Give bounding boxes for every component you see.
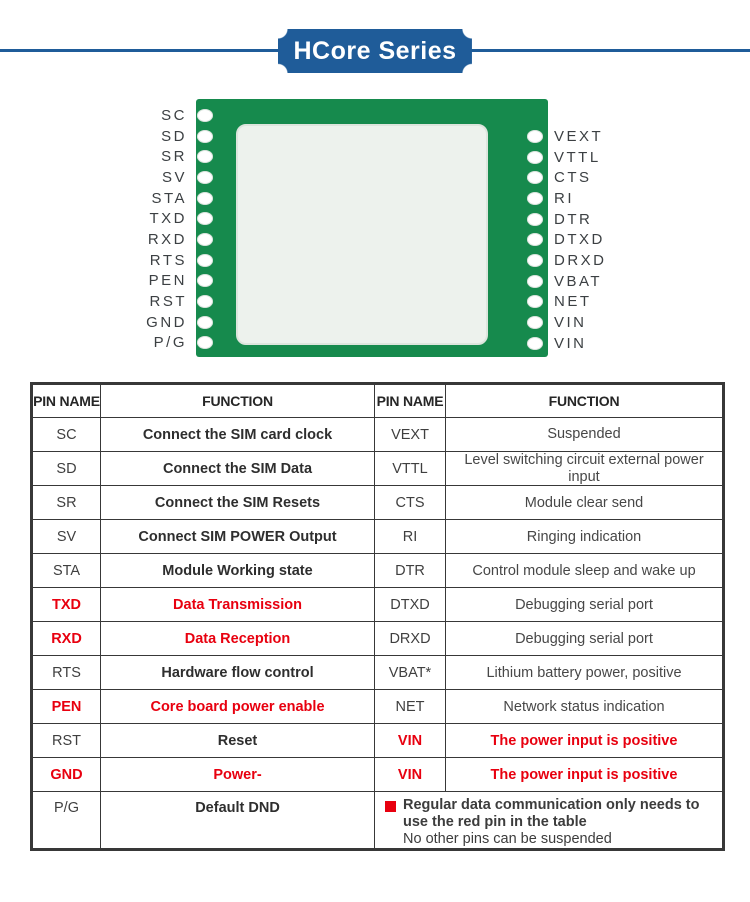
pin-row — [0, 167, 213, 188]
pin-name-cell: NET — [375, 690, 446, 724]
function-cell: Network status indication — [446, 690, 724, 724]
pin-label: RTS — [149, 251, 187, 269]
pin-name-cell: VIN — [375, 724, 446, 758]
pin-row — [527, 229, 607, 250]
pin-label: RXD — [147, 230, 187, 248]
pin-label: TXD — [149, 210, 187, 228]
table-row — [32, 452, 724, 486]
pin-hole-icon — [527, 213, 543, 226]
left-pin-column — [0, 105, 213, 353]
series-badge-title: HCore Series — [293, 36, 457, 65]
note-line: use the red pin in the table — [403, 814, 587, 831]
pin-name-cell: DTR — [375, 554, 446, 588]
pin-hole-icon — [197, 150, 213, 163]
pin-row — [527, 167, 607, 188]
header-function-1: FUNCTION — [101, 384, 375, 418]
function-cell: Ringing indication — [446, 520, 724, 554]
pin-label: GND — [146, 313, 187, 331]
pin-row — [0, 208, 213, 229]
pin-hole-icon — [197, 109, 213, 122]
function-cell: Connect the SIM Data — [101, 452, 375, 486]
pin-label: SD — [161, 127, 187, 145]
note-line: Regular data communication only needs to — [403, 797, 700, 814]
pin-label: VEXT — [554, 127, 604, 145]
pin-row — [0, 188, 213, 209]
pin-hole-icon — [527, 275, 543, 288]
function-cell: Power- — [101, 758, 375, 792]
pin-hole-icon — [527, 171, 543, 184]
table-row — [32, 758, 724, 792]
table-row — [32, 520, 724, 554]
function-cell: Level switching circuit external power input — [446, 452, 724, 486]
pin-name-cell: SV — [32, 520, 101, 554]
pin-row — [527, 271, 607, 292]
pin-name-cell: SR — [32, 486, 101, 520]
pin-name-cell: SC — [32, 418, 101, 452]
header-function-2: FUNCTION — [446, 384, 724, 418]
header-pin-name-1: PIN NAME — [32, 384, 101, 418]
pin-hole-icon — [527, 316, 543, 329]
module-shield — [236, 124, 488, 345]
pin-hole-icon — [527, 233, 543, 246]
pin-name-cell: STA — [32, 554, 101, 588]
function-cell: The power input is positive — [446, 724, 724, 758]
pin-row — [0, 250, 213, 271]
pin-name-cell: TXD — [32, 588, 101, 622]
pin-label: VBAT — [554, 272, 603, 290]
pin-row — [527, 333, 607, 354]
pin-row — [0, 271, 213, 292]
table-row — [32, 690, 724, 724]
pin-hole-icon — [197, 316, 213, 329]
pin-hole-icon — [197, 233, 213, 246]
pin-row — [527, 188, 607, 209]
pin-hole-icon — [197, 254, 213, 267]
pin-name-cell: RXD — [32, 622, 101, 656]
pin-hole-icon — [527, 254, 543, 267]
pin-name-cell: VEXT — [375, 418, 446, 452]
pin-hole-icon — [197, 295, 213, 308]
pin-label: CTS — [554, 169, 592, 187]
pin-label: NET — [554, 293, 592, 311]
function-cell: Connect the SIM Resets — [101, 486, 375, 520]
pin-label: VTTL — [554, 148, 601, 166]
pin-hole-icon — [527, 130, 543, 143]
pin-row — [527, 126, 607, 147]
pin-row — [0, 333, 213, 354]
table-row — [32, 588, 724, 622]
function-cell: Connect SIM POWER Output — [101, 520, 375, 554]
pin-label: VIN — [554, 314, 587, 332]
pin-label: P/G — [153, 334, 187, 352]
pin-label: DTR — [554, 210, 593, 228]
pin-name-cell: RTS — [32, 656, 101, 690]
pin-name-cell: SD — [32, 452, 101, 486]
note-cell — [375, 792, 724, 850]
function-cell: Suspended — [446, 418, 724, 452]
function-cell: Control module sleep and wake up — [446, 554, 724, 588]
pin-name-cell: VTTL — [375, 452, 446, 486]
function-cell: Data Reception — [101, 622, 375, 656]
pin-name-cell: DTXD — [375, 588, 446, 622]
table-row — [32, 554, 724, 588]
function-cell: Lithium battery power, positive — [446, 656, 724, 690]
pin-row — [0, 312, 213, 333]
pin-hole-icon — [197, 192, 213, 205]
table-row — [32, 622, 724, 656]
pin-label: SR — [161, 148, 187, 166]
pin-row — [0, 105, 213, 126]
table-row — [32, 792, 724, 850]
red-square-bullet-icon — [385, 801, 396, 812]
pin-hole-icon — [197, 336, 213, 349]
function-cell: Module clear send — [446, 486, 724, 520]
pin-row — [527, 292, 607, 313]
function-cell: Core board power enable — [101, 690, 375, 724]
pin-label: RST — [149, 293, 187, 311]
pin-row — [0, 146, 213, 167]
function-cell: Connect the SIM card clock — [101, 418, 375, 452]
function-cell: The power input is positive — [446, 758, 724, 792]
usage-note — [385, 797, 716, 848]
pin-name-cell: PEN — [32, 690, 101, 724]
header-pin-name-2: PIN NAME — [375, 384, 446, 418]
series-badge — [278, 29, 472, 73]
pin-hole-icon — [197, 130, 213, 143]
pin-hole-icon — [197, 274, 213, 287]
pin-hole-icon — [527, 295, 543, 308]
pin-row — [527, 250, 607, 271]
function-cell: Module Working state — [101, 554, 375, 588]
pin-name-cell: VIN — [375, 758, 446, 792]
pin-row — [527, 312, 607, 333]
function-cell: Reset — [101, 724, 375, 758]
pin-row — [527, 209, 607, 230]
right-pin-column — [527, 126, 607, 354]
function-cell: Data Transmission — [101, 588, 375, 622]
pin-name-cell: RST — [32, 724, 101, 758]
pin-label: RI — [554, 189, 574, 207]
pin-name-cell: DRXD — [375, 622, 446, 656]
pin-name-cell: VBAT* — [375, 656, 446, 690]
pin-label: VIN — [554, 334, 587, 352]
function-cell: Debugging serial port — [446, 622, 724, 656]
pin-label: DRXD — [554, 251, 607, 269]
pin-name-cell: P/G — [32, 792, 101, 850]
pin-hole-icon — [527, 337, 543, 350]
function-cell: Hardware flow control — [101, 656, 375, 690]
table-row — [32, 486, 724, 520]
note-line: No other pins can be suspended — [403, 831, 612, 848]
table-row — [32, 418, 724, 452]
table-row — [32, 724, 724, 758]
pin-name-cell: RI — [375, 520, 446, 554]
pin-hole-icon — [527, 151, 543, 164]
pin-row — [0, 229, 213, 250]
pin-label: DTXD — [554, 231, 605, 249]
pin-row — [0, 126, 213, 147]
pin-hole-icon — [197, 171, 213, 184]
pin-hole-icon — [197, 212, 213, 225]
pin-row — [527, 147, 607, 168]
pin-label: PEN — [148, 272, 187, 290]
table-row — [32, 656, 724, 690]
pin-label: SV — [161, 168, 187, 186]
pin-function-table — [30, 382, 725, 851]
pin-label: SC — [161, 106, 187, 124]
table-header-row — [32, 384, 724, 418]
function-cell: Debugging serial port — [446, 588, 724, 622]
function-cell: Default DND — [101, 792, 375, 850]
pin-name-cell: GND — [32, 758, 101, 792]
pin-name-cell: CTS — [375, 486, 446, 520]
pin-hole-icon — [527, 192, 543, 205]
pin-label: STA — [151, 189, 187, 207]
pcb-board — [196, 99, 548, 357]
pin-row — [0, 291, 213, 312]
